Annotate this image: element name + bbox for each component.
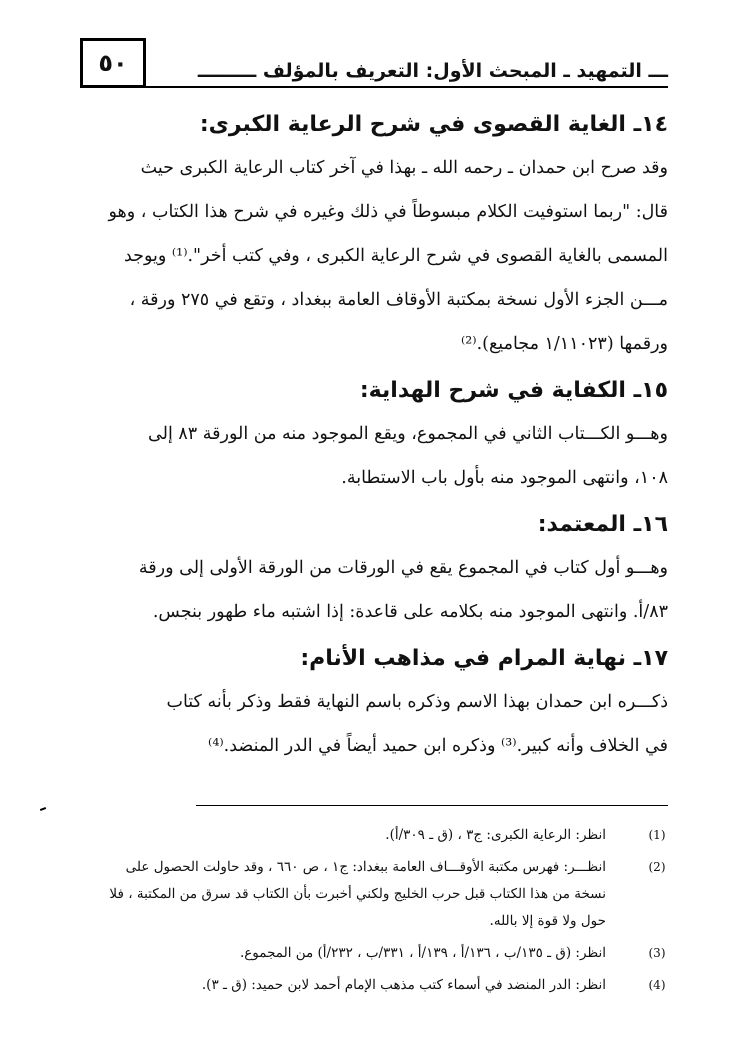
running-header: ـــ التمهيد ـ المبحث الأول: التعريف بالمؤلف ـــــــــ bbox=[197, 60, 668, 82]
section-title: ١٦ـ المعتمد: bbox=[537, 512, 668, 537]
footnote-number: (4) bbox=[648, 978, 666, 992]
footnote-line: انظر: (ق ـ ١٣٥/ب ، ١٣٦/أ ، ١٣٩/أ ، ٣٣١/ب ، ٢٣٢/أ) من المجموع. bbox=[239, 945, 606, 961]
footnote bbox=[62, 940, 668, 967]
footnote-number: (1) bbox=[648, 828, 666, 842]
footnote-line: انظـــر: فهرس مكتبة الأوقـــاف العامة ببغداد: ج١ ، ص ٦٦٠ ، وقد حاولت الحصول على bbox=[125, 859, 606, 875]
footnote-line: حول ولا قوة إلا بالله. bbox=[489, 913, 606, 929]
footnote-line: انظر: الرعاية الكبرى: ج٣ ، (ق ـ ٣٠٩/أ). bbox=[385, 827, 606, 843]
footnote bbox=[62, 972, 668, 999]
footnote-line: انظر: الدر المنضد في أسماء كتب مذهب الإمام أحمد لابن حميد: (ق ـ ٣). bbox=[201, 977, 606, 993]
text-line: ٨٣/أ. وانتهى الموجود منه بكلامه على قاعدة: إذا اشتبه ماء طهور بنجس. bbox=[152, 602, 668, 622]
margin-mark bbox=[40, 807, 46, 811]
footnote-number: (3) bbox=[648, 946, 666, 960]
text-line: في الخلاف وأنه كبير.⁽³⁾ وذكره ابن حميد أيضاً في الدر المنضد.⁽⁴⁾ bbox=[208, 736, 668, 756]
footnote-rule bbox=[196, 805, 668, 806]
footnote bbox=[62, 854, 668, 935]
text-line: المسمى بالغاية القصوى في شرح الرعاية الكبرى ، وفي كتب أخر".⁽¹⁾ ويوجد bbox=[123, 246, 668, 266]
section-paragraph bbox=[62, 546, 668, 634]
text-line: قال: "ربما استوفيت الكلام مبسوطاً في ذلك وغيره في شرح هذا الكتاب ، وهو bbox=[108, 202, 668, 222]
header-rule bbox=[88, 86, 668, 88]
text-line: ١٠٨، وانتهى الموجود منه بأول باب الاستطابة. bbox=[341, 468, 668, 488]
text-line: مـــن الجزء الأول نسخة بمكتبة الأوقاف العامة ببغداد ، وتقع في ٢٧٥ ورقة ، bbox=[129, 290, 668, 310]
text-line: وقد صرح ابن حمدان ـ رحمه الله ـ بهذا في آخر كتاب الرعاية الكبرى حيث bbox=[140, 158, 668, 178]
text-line: وهـــو أول كتاب في المجموع يقع في الورقات من الورقة الأولى إلى ورقة bbox=[138, 558, 668, 578]
footnotes bbox=[62, 822, 668, 999]
footnote-line: نسخة من هذا الكتاب قبل حرب الخليج ولكني أخبرت بأن الكتاب قد سرق من المكتبة ، فلا bbox=[109, 886, 606, 902]
section-paragraph bbox=[62, 412, 668, 500]
footnote bbox=[62, 822, 668, 849]
section-title: ١٧ـ نهاية المرام في مذاهب الأنام: bbox=[300, 646, 668, 671]
section-paragraph bbox=[62, 146, 668, 366]
text-line: وهـــو الكـــتاب الثاني في المجموع، ويقع الموجود منه من الورقة ٨٣ إلى bbox=[148, 424, 668, 444]
page-number-box bbox=[80, 38, 146, 88]
section-paragraph bbox=[62, 680, 668, 768]
text-line: ورقمها (١/١١٠٢٣ مجاميع).⁽²⁾ bbox=[460, 334, 668, 354]
text-line: ذكـــره ابن حمدان بهذا الاسم وذكره باسم النهاية فقط وذكر بأنه كتاب bbox=[166, 692, 668, 712]
main-text bbox=[62, 104, 668, 768]
footnote-number: (2) bbox=[648, 860, 666, 874]
section-title: ١٥ـ الكفاية في شرح الهداية: bbox=[359, 378, 668, 403]
section-title: ١٤ـ الغاية القصوى في شرح الرعاية الكبرى: bbox=[199, 112, 668, 137]
page-number: ٥٠ bbox=[98, 49, 128, 77]
